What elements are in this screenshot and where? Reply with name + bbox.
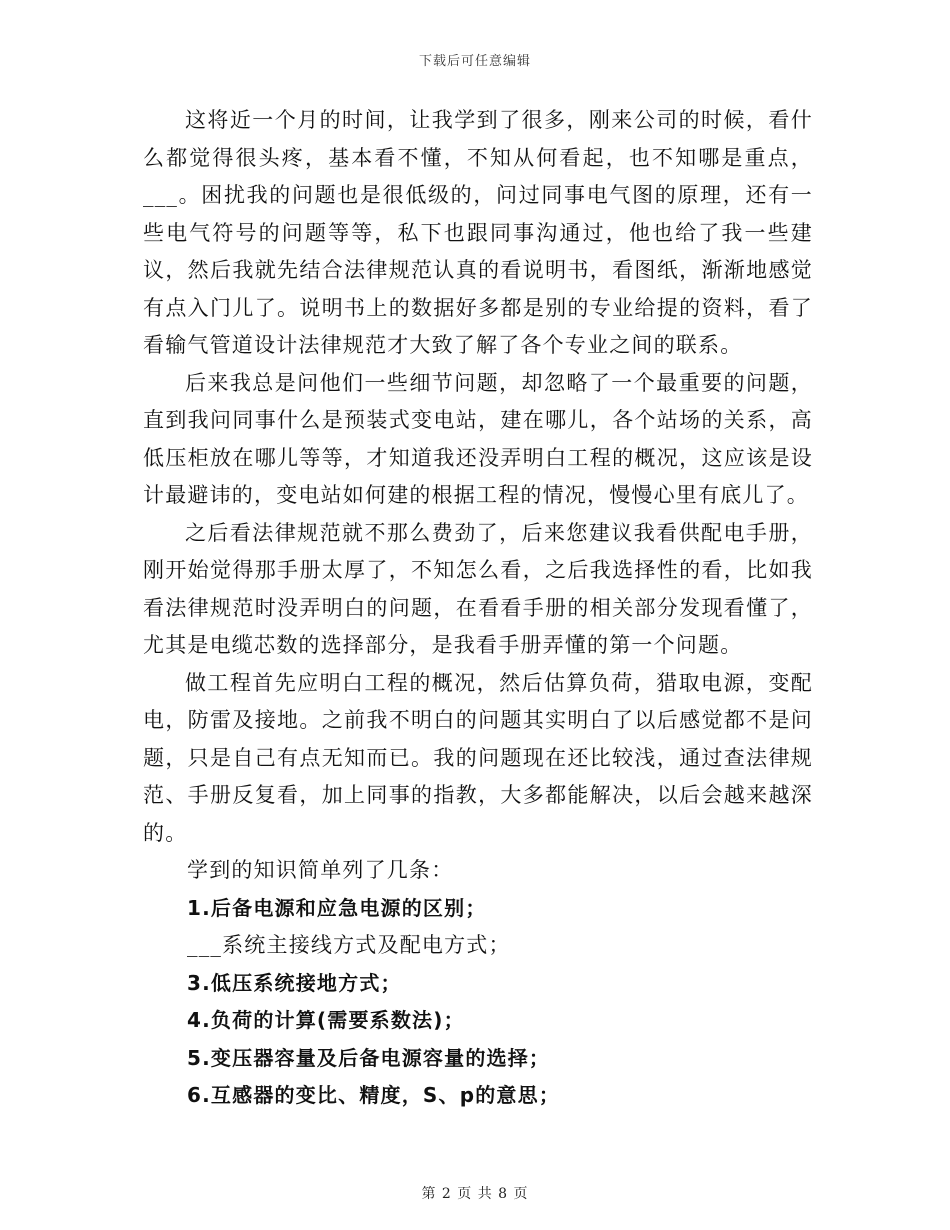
page-header: 下载后可任意编辑 — [418, 54, 531, 69]
list-item: 4.负荷的计算(需要系数法)； — [187, 1008, 465, 1032]
paragraph-3: 之后看法律规范就不那么费劲了，后来您建议我看供配电手册，刚开始觉得那手册太厚了，不知怎么看，之后我选择性的看，比如我看法律规范时没弄明白的问题，在看看手册的相关部分发现看懂了，尤其是电缆芯数的选择部分，是我看手册弄懂的第一个问题。 — [143, 520, 813, 657]
list-item: 5.变压器容量及后备电源容量的选择； — [187, 1045, 551, 1070]
page-footer: 第 2 页 共 8 页 — [421, 1186, 529, 1202]
list-item: 6.互感器的变比、精度，S、p的意思； — [187, 1083, 561, 1107]
knowledge-list — [143, 852, 813, 1115]
paragraph-2: 后来我总是问他们一些细节问题，却忽略了一个最重要的问题，直到我问同事什么是预装式变电站，建在哪儿，各个站场的关系，高低压柜放在哪儿等等，才知道我还没弄明白工程的概况，这应该是设计最避讳的，变电站如何建的根据工程的情况，慢慢心里有底儿了。 — [143, 370, 813, 507]
list-item: ___系统主接线方式及配电方式； — [187, 933, 511, 957]
paragraph-4: 做工程首先应明白工程的概况，然后估算负荷，猎取电源，变配电，防雷及接地。之前我不明白的问题其实明白了以后感觉都不是问题，只是自己有点无知而已。我的问题现在还比较浅，通过查法律规范、手册反复看，加上同事的指教，大多都能解决，以后会越来越深的。 — [143, 670, 813, 845]
list-item: 1.后备电源和应急电源的区别； — [187, 895, 487, 920]
paragraph-1: 这将近一个月的时间，让我学到了很多，刚来公司的时候，看什么都觉得很头疼，基本看不懂，不知从何看起，也不知哪是重点，___。困扰我的问题也是很低级的，问过同事电气图的原理，还有一些电气符号的问题等等，私下也跟同事沟通过，他也给了我一些建议，然后我就先结合法律规范认真的看说明书，看图纸，渐渐地感觉有点入门儿了。说明书上的数据好多都是别的专业给提的资料，看了看输气管道设计法律规范才大致了解了各个专业之间的联系。 — [143, 108, 813, 357]
list-intro: 学到的知识简单列了几条： — [187, 858, 454, 882]
document-body — [143, 102, 813, 1115]
list-item: 3.低压系统接地方式； — [187, 970, 402, 995]
